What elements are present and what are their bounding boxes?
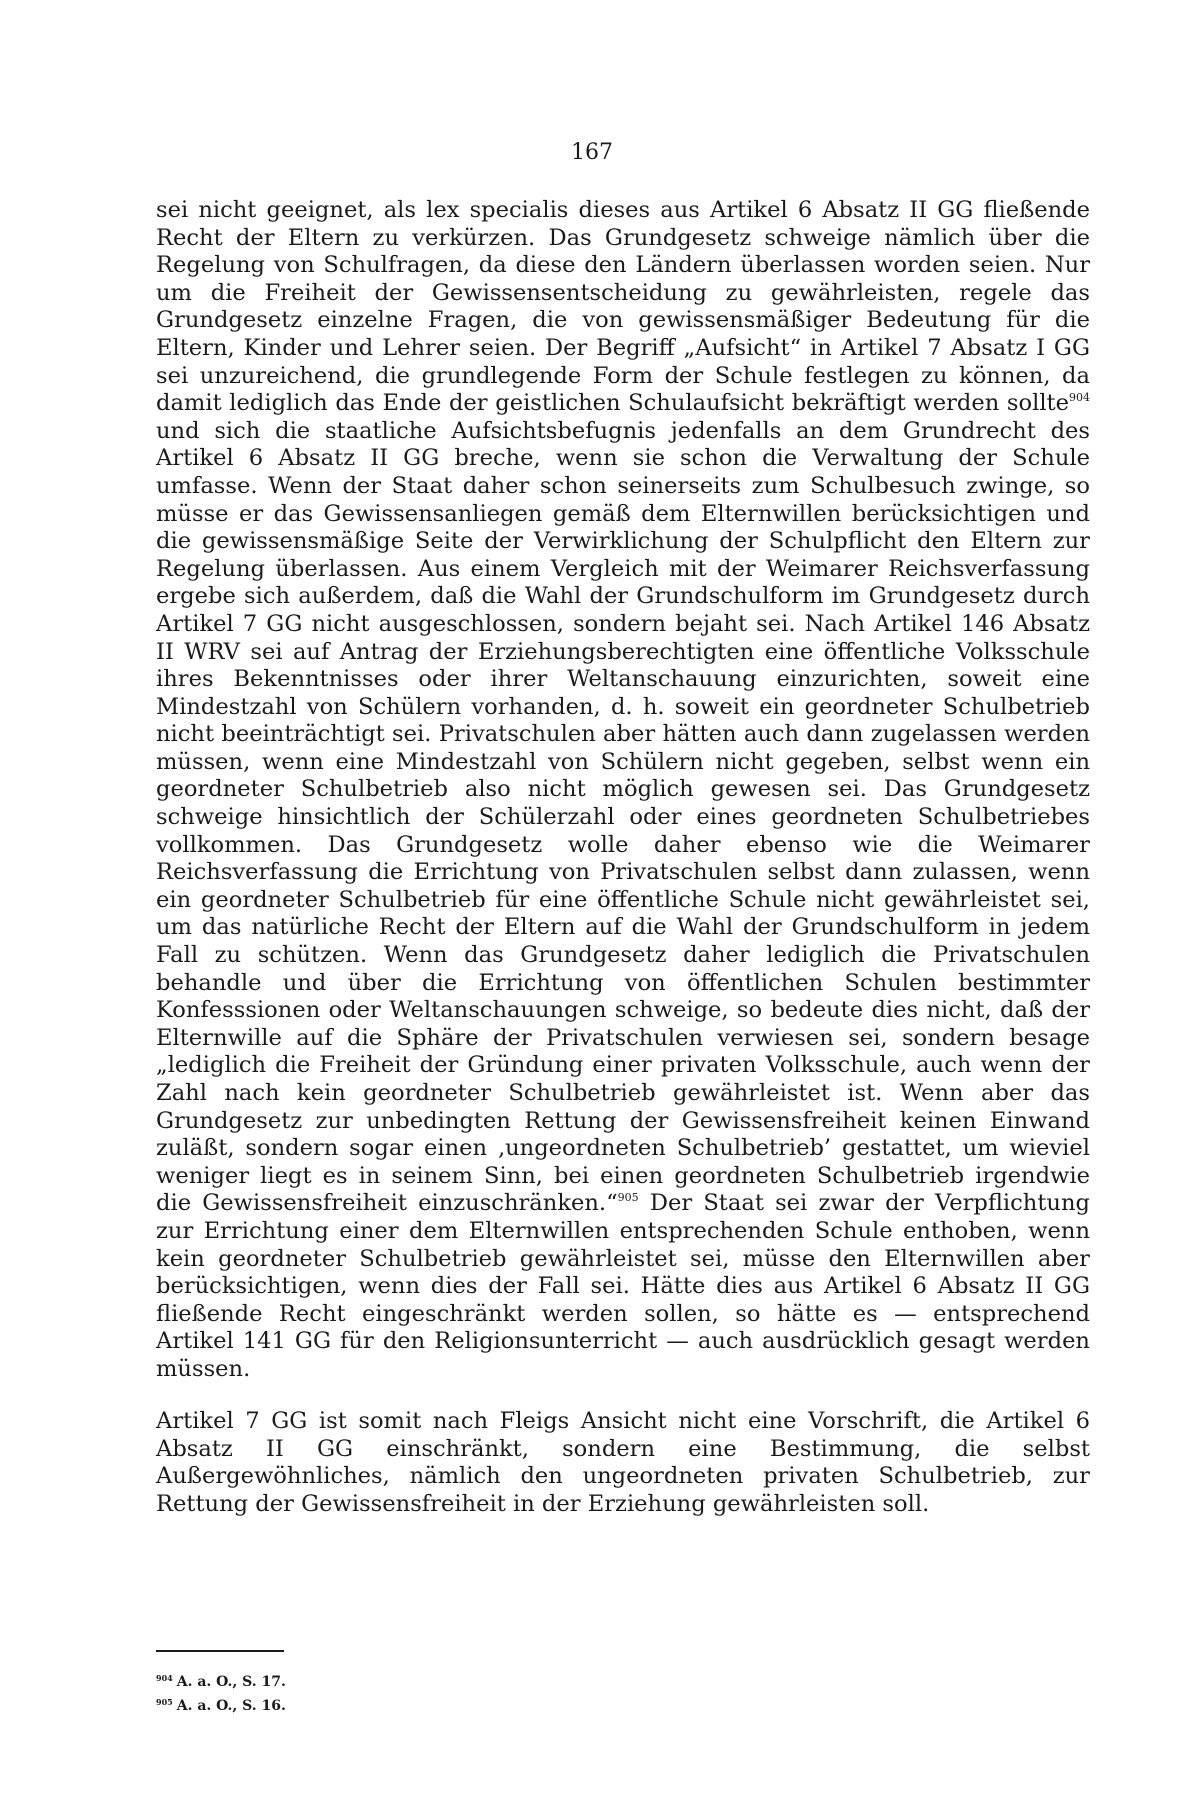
paragraph-text: Der Staat sei zwar der Verpflichtung zur Errichtung einer dem Elternwillen entsprechenden Schule enthoben, wenn kein geordneter Schulbetrieb gewährleistet sei, müsse den Elternwillen aber berücksichtigen, wenn dies der Fall sei. Hätte dies aus Artikel 6 Absatz II GG fließende Recht eingeschränkt werden sollen, so hätte es — entsprechend Artikel 141 GG für den Religionsunterricht — auch ausdrücklich gesagt werden müssen.	[156, 1190, 1090, 1382]
footnote-text: A. a. O., S. 17.	[176, 1674, 286, 1690]
footnote-905	[156, 1692, 286, 1716]
footnotes	[156, 1668, 286, 1716]
paragraph-text: und sich die staatliche Aufsichtsbefugnis jedenfalls an dem Grundrecht des Artikel 6 Absatz II GG breche, wenn sie schon die Verwaltung der Schule umfasse. Wenn der Staat daher schon seinerseits zum Schulbesuch zwinge, so müsse er das Gewissensanliegen gemäß dem Elternwillen berücksichtigen und die gewissensmäßige Seite der Verwirklichung der Schulpflicht den Eltern zur Regelung überlassen. Aus einem Vergleich mit der Weimarer Reichsverfassung ergebe sich außerdem, daß die Wahl der Grundschulform im Grundgesetz durch Artikel 7 GG nicht ausgeschlossen, sondern bejaht sei. Nach Artikel 146 Absatz II WRV sei auf Antrag der Erziehungsberechtigten eine öffentliche Volksschule ihres Bekenntnisses oder ihrer Weltanschauung einzurichten, soweit eine Mindestzahl von Schülern vorhanden, d. h. soweit ein geordneter Schulbetrieb nicht beeinträchtigt sei. Privatschulen aber hätten auch dann zugelassen werden müssen, wenn eine Mindestzahl von Schülern nicht gegeben, selbst wenn ein geordneter Schulbetrieb also nicht möglich gewesen sei. Das Grundgesetz schweige hinsichtlich der Schülerzahl oder eines geordneten Schulbetriebes vollkommen. Das Grundgesetz wolle daher ebenso wie die Weimarer Reichsverfassung die Errichtung von Privatschulen selbst dann zulassen, wenn ein geordneter Schulbetrieb für eine öffentliche Schule nicht gewährleistet sei, um das natürliche Recht der Eltern auf die Wahl der Grundschulform in jedem Fall zu schützen. Wenn das Grundgesetz daher lediglich die Privatschulen behandle und über die Errichtung von öffentlichen Schulen bestimmter Konfesssionen oder Weltanschauungen schweige, so bedeute dies nicht, daß der Elternwille auf die Sphäre der Privatschulen verwiesen sei, sondern besage „lediglich die Freiheit der Gründung einer privaten Volksschule, auch wenn der Zahl nach kein geordneter Schulbetrieb gewährleistet ist. Wenn aber das Grundgesetz zur unbedingten Rettung der Gewissensfreiheit keinen Einwand zuläßt, sondern sogar einen ‚ungeordneten Schulbetrieb’ gestattet, um wieviel weniger liegt es in seinem Sinn, bei einen geordneten Schulbetrieb irgendwie die Gewissensfreiheit einzuschränken.“	[156, 417, 1090, 1217]
footnote-904	[156, 1668, 286, 1692]
paragraph-text: Artikel 7 GG ist somit nach Fleigs Ansicht nicht eine Vorschrift, die Artikel 6 Absatz II GG einschränkt, sondern eine Bestimmung, die selbst Außergewöhnliches, nämlich den ungeordneten privaten Schulbetrieb, zur Rettung der Gewissensfreiheit in der Erziehung gewährleisten soll.	[156, 1408, 1090, 1517]
footnote-number: 905	[156, 1697, 173, 1707]
page-number: 167	[571, 140, 613, 165]
footnote-reference-904[interactable]: 904	[1069, 391, 1090, 405]
body-paragraph-2	[156, 1408, 1090, 1518]
paragraph-text: sei nicht geeignet, als lex specialis dieses aus Artikel 6 Absatz II GG fließende Recht der Eltern zu verkürzen. Das Grundgesetz schweige nämlich über die Regelung von Schulfragen, da diese den Ländern überlassen worden seien. Nur um die Freiheit der Gewissensentscheidung zu gewährleisten, regele das Grundgesetz einzelne Fragen, die von gewissensmäßiger Bedeutung für die Eltern, Kinder und Lehrer seien. Der Begriff „Aufsicht“ in Artikel 7 Absatz I GG sei unzureichend, die grundlegende Form der Schule festlegen zu können, da damit lediglich das Ende der geistlichen Schulaufsicht bekräftigt werden sollte	[156, 197, 1090, 417]
footnote-text: A. a. O., S. 16.	[176, 1698, 286, 1714]
footnote-separator	[156, 1650, 284, 1652]
body-paragraph-1	[156, 197, 1090, 1384]
footnote-reference-905[interactable]: 905	[617, 1191, 639, 1205]
footnote-number: 904	[156, 1673, 173, 1683]
